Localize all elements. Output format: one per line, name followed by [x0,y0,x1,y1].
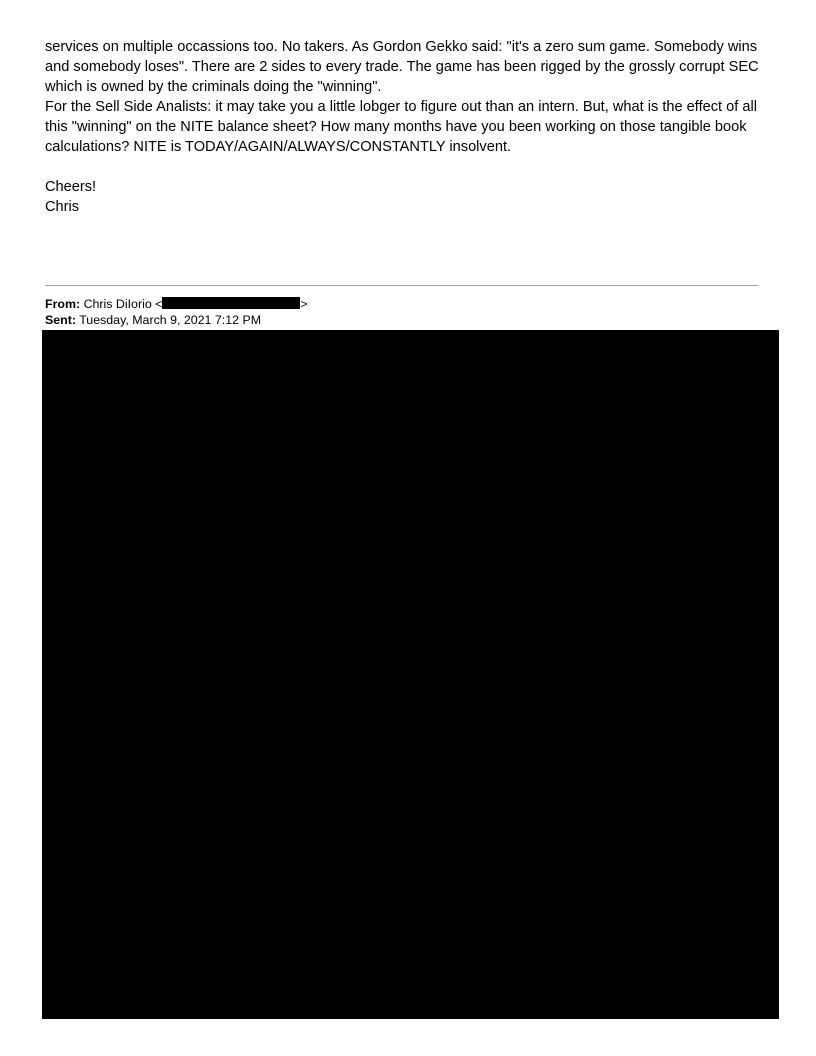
from-label: From: [45,297,81,311]
redaction-block [42,330,779,1019]
sent-line [45,312,308,328]
paragraph-gap [45,157,785,177]
separator-rule [45,285,758,286]
body-line: and somebody loses". There are 2 sides to every trade. The game has been rigged by the grossly corrupt SEC [45,59,759,75]
signature-text: Chris [45,199,80,215]
email-body [45,37,785,217]
body-line: services on multiple occassions too. No takers. As Gordon Gekko said: "it's a zero sum game. Somebody wins [45,39,758,55]
body-line: this "winning" on the NITE balance sheet? How many months have you been working on those tangible book [45,119,747,135]
sent-label: Sent: [45,313,76,327]
email-address-redaction [162,297,300,309]
body-line: For the Sell Side Analists: it may take you a little lobger to figure out than an intern. But, what is the effect of all [45,99,757,115]
sent-value: Tuesday, March 9, 2021 7:12 PM [79,313,262,327]
from-line [45,296,308,312]
body-line: calculations? NITE is TODAY/AGAIN/ALWAYS/CONSTANTLY insolvent. [45,139,512,155]
email-header [45,296,308,328]
from-suffix: > [300,297,308,311]
body-line: which is owned by the criminals doing the "winning". [45,79,382,95]
closing-text: Cheers! [45,179,97,195]
from-name: Chris DiIorio < [83,297,163,311]
